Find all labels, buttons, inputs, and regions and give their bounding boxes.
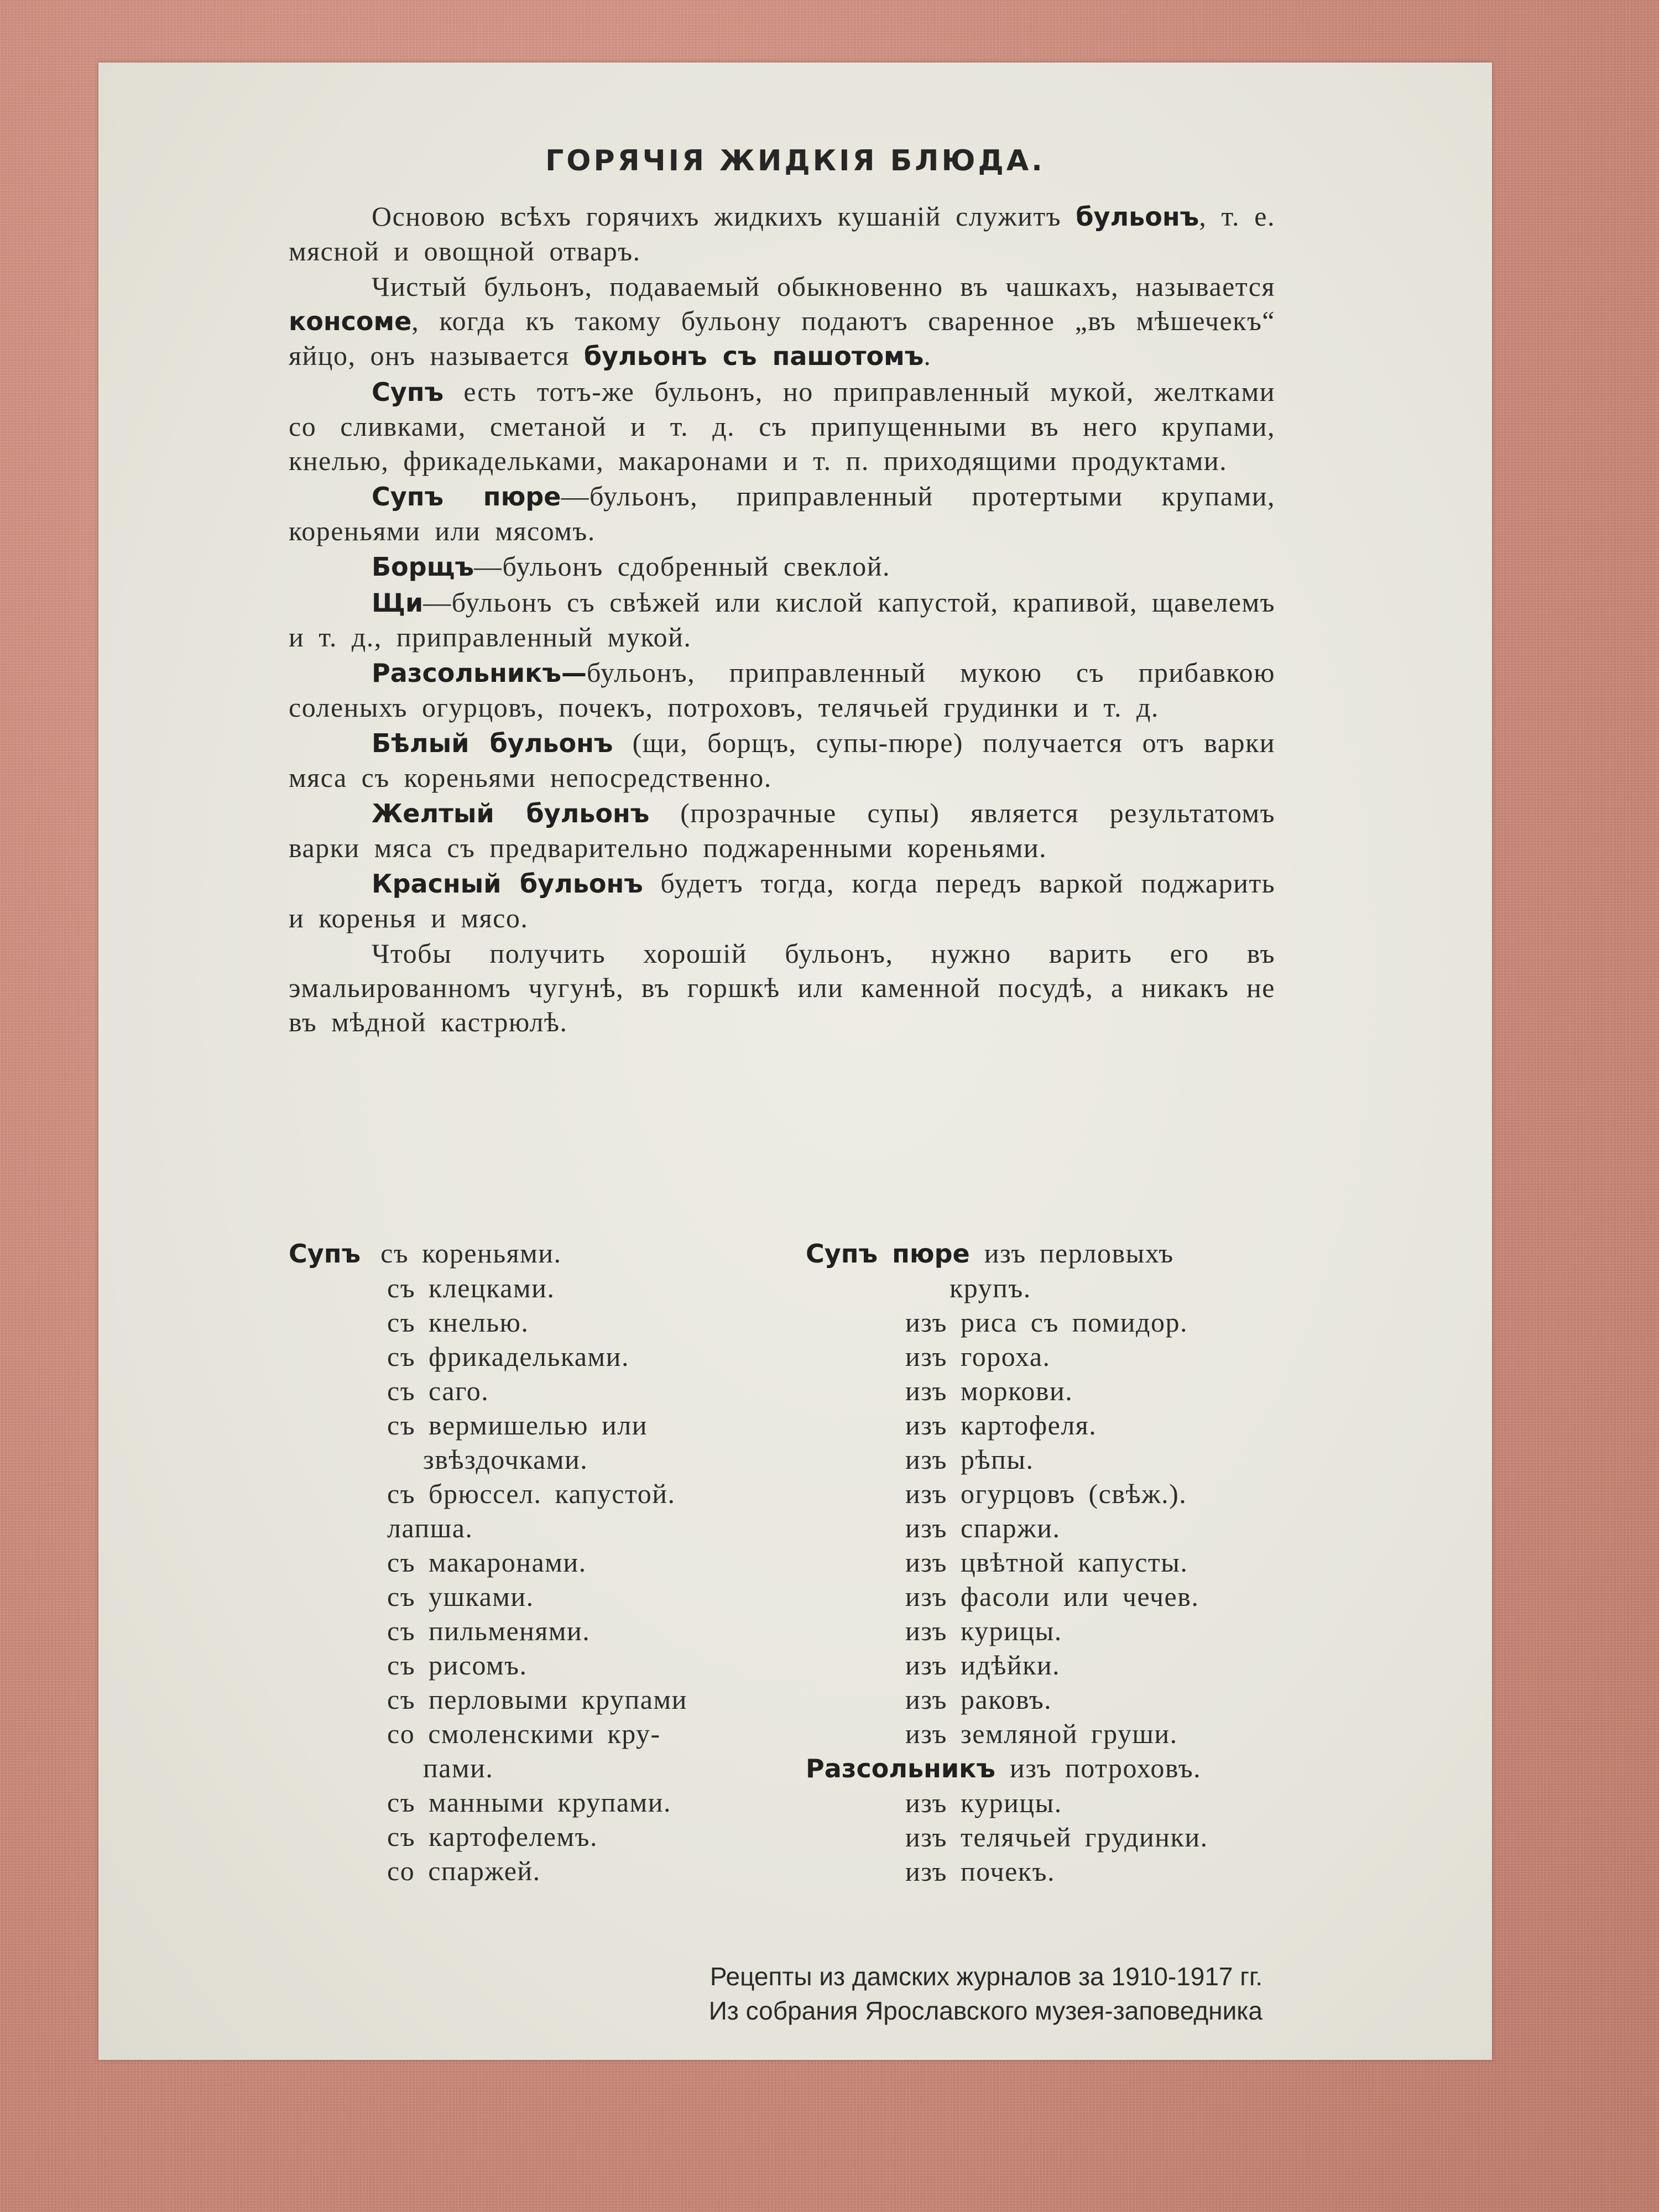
paragraph [289, 479, 1275, 548]
list-item: съ рисомъ. [387, 1650, 528, 1681]
paragraph-text: —бульонъ съ свѣжей или кислой капустой, крапивой, щавелемъ и т. д., приправленный мукой. [289, 587, 1275, 653]
list-heading: Супъ [289, 1239, 361, 1269]
footer-line: Рецепты из дамских журналов за 1910-1917 гг. [709, 1962, 1262, 1991]
list-item: съ перловыми крупами [387, 1684, 687, 1715]
paragraph [289, 549, 1275, 584]
paragraph-text: есть тотъ-же бульонъ, но приправленный мукой, желтками со сливками, сметаной и т. д. съ припущенными въ него крупами, кнелью, фрикадельками, макаронами и т. п. приходящими продуктами. [289, 376, 1275, 476]
list-item: изъ курицы. [905, 1787, 1062, 1818]
list-item: изъ цвѣтной капусты. [905, 1547, 1188, 1578]
paragraph-text: , т. е. мясной и овощной отваръ. [289, 201, 1275, 267]
paragraph-text: будетъ тогда, когда передъ варкой поджарить и коренья и мясо. [289, 868, 1275, 933]
paragraph-text: Чтобы получить хорошій бульонъ, нужно варить его въ эмальированномъ чугунѣ, въ горшкѣ или каменной посудѣ, а никакъ не въ мѣдной кастрюлѣ. [289, 938, 1275, 1037]
list-item: изъ курицы. [905, 1615, 1062, 1646]
list-item: съ клецками. [387, 1272, 555, 1303]
list-item: изъ фасоли или чечев. [905, 1581, 1199, 1612]
list-heading: Разсольникъ [806, 1754, 995, 1783]
list-item: съ вермишелью или звѣздочками. [387, 1410, 648, 1475]
list-item: съ манными крупами. [387, 1787, 672, 1818]
list-heading-row [289, 1236, 764, 1271]
page-title: ГОРЯЧІЯ ЖИДКІЯ БЛЮДА. [545, 144, 1045, 178]
paragraph [289, 374, 1275, 478]
bold-term: Бѣлый бульонъ [372, 728, 613, 758]
paragraph-text: —бульонъ, приправленный протертыми крупами, кореньями или мясомъ. [289, 481, 1275, 546]
bold-term: Щи [372, 588, 424, 618]
list-item: изъ перловыхъ [984, 1238, 1174, 1269]
soup-list-right [806, 1236, 1292, 1888]
paragraph [289, 269, 1275, 373]
list-item: со смоленскими кру- пами. [387, 1718, 661, 1783]
recipe-card [98, 62, 1492, 2060]
list-item: изъ гороха. [905, 1341, 1051, 1372]
paragraph [289, 726, 1275, 795]
list-item: съ фрикадельками. [387, 1341, 629, 1372]
soup-lists [289, 1236, 1284, 1927]
list-item: со спаржей. [387, 1855, 541, 1886]
bold-term: Красный бульонъ [372, 869, 643, 899]
paragraph [289, 866, 1275, 935]
list-item: съ пильменями. [387, 1615, 591, 1646]
paragraph-text: (прозрачные супы) является результатомъ варки мяса съ предварительно поджаренными кореньями. [289, 797, 1275, 863]
footer-caption [709, 1959, 1262, 2028]
list-item: изъ земляной груши. [905, 1718, 1178, 1749]
list-item: съ кореньями. [380, 1238, 562, 1269]
footer-line: Из собрания Ярославского музея-заповедника [708, 1996, 1262, 2025]
list-item-continuation: крупъ. [950, 1272, 1031, 1303]
bold-term: Разсольникъ— [372, 658, 587, 688]
paragraph-text: (щи, борщъ, супы-пюре) получается отъ варки мяса съ кореньями непосредственно. [289, 727, 1275, 793]
bold-term: бульонъ [1076, 202, 1199, 232]
intro-text [289, 199, 1275, 1040]
bold-term: бульонъ съ пашотомъ [583, 341, 924, 371]
soup-list-left [289, 1236, 764, 1888]
paragraph [289, 796, 1275, 865]
paragraph-text: бульонъ, приправленный мукою съ прибавкою соленыхъ огурцовъ, почекъ, потроховъ, телячьей грудинки и т. д. [289, 657, 1275, 723]
paragraph-text: Чистый бульонъ, подаваемый обыкновенно въ чашкахъ, называется [372, 271, 1275, 302]
paragraph-text: —бульонъ сдобренный свеклой. [474, 551, 891, 582]
list-item: изъ спаржи. [905, 1512, 1061, 1543]
bold-term: Борщъ [372, 552, 474, 582]
paragraph-text: , когда къ такому бульону подаютъ сваренное „въ мѣшечекъ“ яйцо, онъ называется [289, 305, 1275, 371]
list-item: лапша. [387, 1512, 473, 1543]
list-item: изъ риса съ помидор. [905, 1307, 1188, 1338]
paragraph-text: Основою всѣхъ горячихъ жидкихъ кушаній служитъ [372, 201, 1076, 232]
list-item: съ картофелемъ. [387, 1821, 598, 1852]
paragraph [289, 655, 1275, 724]
bold-term: консоме [289, 306, 412, 336]
list-item: изъ идѣйки. [905, 1650, 1061, 1681]
list-item: съ ушками. [387, 1581, 534, 1612]
list-item: изъ картофеля. [905, 1410, 1097, 1441]
list-item: съ саго. [387, 1375, 489, 1406]
paragraph [289, 585, 1275, 654]
bold-term: Желтый бульонъ [372, 799, 650, 828]
list-heading-row [806, 1751, 1292, 1786]
list-item: изъ рѣпы. [905, 1444, 1034, 1475]
list-item: съ кнелью. [387, 1307, 529, 1338]
list-item: изъ потроховъ. [1009, 1752, 1202, 1783]
list-item: съ брюссел. капустой. [387, 1478, 676, 1509]
list-heading-row [806, 1236, 1292, 1271]
bold-term: Супъ [372, 377, 444, 407]
list-item: изъ телячьей грудинки. [905, 1822, 1208, 1853]
paragraph [289, 199, 1275, 268]
list-item: изъ раковъ. [905, 1684, 1052, 1715]
paragraph [289, 936, 1275, 1039]
list-item: изъ моркови. [905, 1375, 1073, 1406]
list-heading: Супъ пюре [806, 1239, 970, 1269]
list-item: изъ огурцовъ (свѣж.). [905, 1478, 1187, 1509]
bold-term: Супъ пюре [372, 482, 561, 512]
paragraph-text: . [924, 340, 932, 371]
list-item: съ макаронами. [387, 1547, 587, 1578]
list-item: изъ почекъ. [905, 1856, 1055, 1887]
